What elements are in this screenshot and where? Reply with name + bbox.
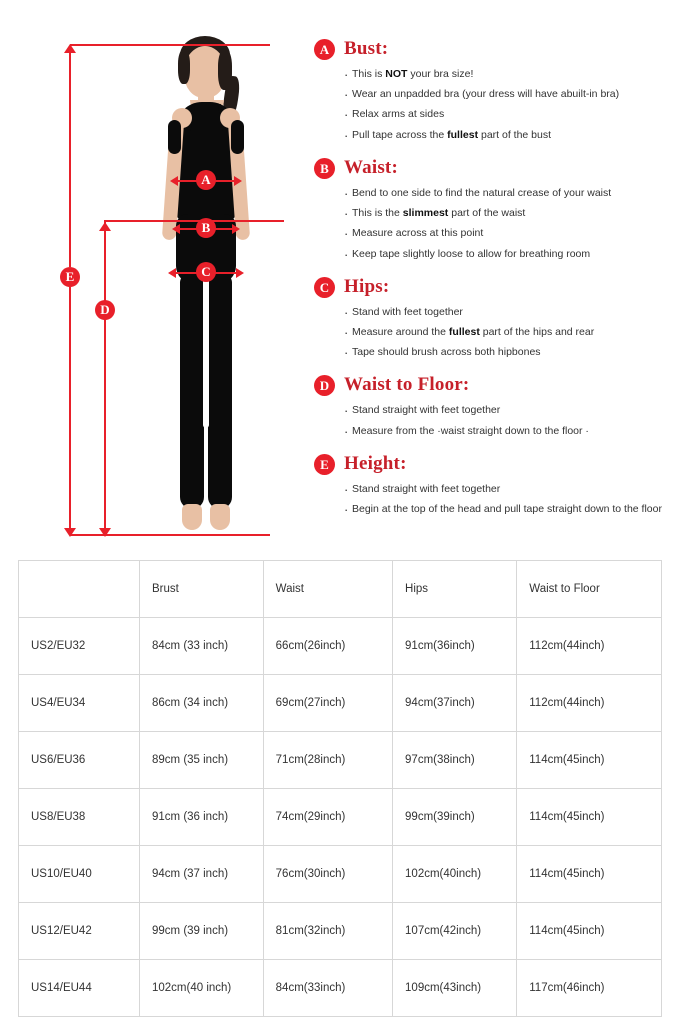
table-cell-bust: 102cm(40 inch) [140, 960, 264, 1017]
badge-C: C [196, 262, 216, 282]
table-cell-waist-to-floor: 114cm(45inch) [517, 846, 662, 903]
table-cell-waist: 76cm(30inch) [263, 846, 392, 903]
height-list [344, 482, 666, 517]
leg-left [180, 274, 204, 509]
table-row [19, 675, 662, 732]
list-item: · Pull tape across the fullest part of the bust [344, 128, 666, 143]
table-cell-bust: 86cm (34 inch) [140, 675, 264, 732]
list-item: · Begin at the top of the head and pull tape straight down to the floor [344, 502, 666, 517]
bust-heading: Bust: [344, 38, 389, 59]
table-cell-hips: 102cm(40inch) [393, 846, 517, 903]
table-cell-size: US14/EU44 [19, 960, 140, 1017]
top-reference-line [70, 44, 270, 46]
table-cell-size: US2/EU32 [19, 618, 140, 675]
waist-heading: Waist: [344, 156, 398, 178]
list-item: · Relax arms at sides [344, 107, 666, 122]
leg-gap [203, 278, 209, 428]
foot-left [182, 504, 202, 530]
instruction-block-height [314, 453, 666, 517]
table-cell-waist: 74cm(29inch) [263, 789, 392, 846]
waist-arrow-left [172, 224, 180, 234]
list-item: · Keep tape slightly loose to allow for breathing room [344, 247, 666, 262]
badge-D: D [95, 300, 115, 320]
table-row [19, 789, 662, 846]
badge-B-text: B [314, 158, 335, 179]
table-cell-size: US4/EU34 [19, 675, 140, 732]
waist-arrow-right [232, 224, 240, 234]
table-cell-hips: 97cm(38inch) [393, 732, 517, 789]
height-heading: Height: [344, 452, 407, 474]
table-header-cell: Hips [393, 561, 517, 618]
waist-list [344, 186, 666, 262]
waist-to-floor-heading: Waist to Floor: [344, 374, 470, 396]
table-row [19, 903, 662, 960]
table-header-cell [19, 561, 140, 618]
table-cell-waist: 69cm(27inch) [263, 675, 392, 732]
instruction-block-hips [314, 276, 666, 361]
list-item: · Stand straight with feet together [344, 403, 666, 418]
leg-right [208, 274, 232, 509]
size-table [18, 560, 662, 1017]
measurement-diagram [0, 0, 300, 556]
table-cell-size: US6/EU36 [19, 732, 140, 789]
table-row [19, 732, 662, 789]
table-cell-size: US8/EU38 [19, 789, 140, 846]
table-header-cell: Waist to Floor [517, 561, 662, 618]
table-cell-size: US10/EU40 [19, 846, 140, 903]
table-header-cell: Waist [263, 561, 392, 618]
table-cell-size: US12/EU42 [19, 903, 140, 960]
waist-reference-line [104, 220, 284, 222]
bust-list [344, 67, 666, 143]
table-cell-waist: 71cm(28inch) [263, 732, 392, 789]
list-item: · Stand with feet together [344, 305, 666, 320]
list-item: · Measure around the fullest part of the hips and rear [344, 325, 666, 340]
table-cell-hips: 109cm(43inch) [393, 960, 517, 1017]
arm-right-sleeve [231, 120, 244, 154]
list-item: · Measure from the ·waist straight down to the floor · [344, 424, 666, 439]
table-header-cell: Brust [140, 561, 264, 618]
waist-to-floor-line-D [104, 222, 106, 534]
bust-arrow-left [170, 176, 178, 186]
badge-A-text: A [314, 39, 335, 60]
list-item: · Wear an unpadded bra (your dress will have abuilt-in bra) [344, 87, 666, 102]
table-cell-waist: 84cm(33inch) [263, 960, 392, 1017]
table-cell-bust: 94cm (37 inch) [140, 846, 264, 903]
bust-arrow-right [234, 176, 242, 186]
table-cell-bust: 99cm (39 inch) [140, 903, 264, 960]
badge-E: E [60, 267, 80, 287]
table-cell-waist: 66cm(26inch) [263, 618, 392, 675]
table-cell-bust: 91cm (36 inch) [140, 789, 264, 846]
instructions-column [314, 38, 666, 531]
table-cell-waist-to-floor: 112cm(44inch) [517, 675, 662, 732]
waist-to-floor-list [344, 403, 666, 438]
badge-D-text: D [314, 375, 335, 396]
list-item: · Measure across at this point [344, 226, 666, 241]
hair-left [178, 50, 190, 84]
list-item: · This is NOT your bra size! [344, 67, 666, 82]
table-row [19, 618, 662, 675]
table-cell-hips: 99cm(39inch) [393, 789, 517, 846]
list-item: · Tape should brush across both hipbones [344, 345, 666, 360]
table-row [19, 960, 662, 1017]
list-item: · Bend to one side to find the natural crease of your waist [344, 186, 666, 201]
table-cell-waist: 81cm(32inch) [263, 903, 392, 960]
instruction-block-waist-to-floor [314, 374, 666, 438]
floor-reference-line [70, 534, 270, 536]
table-cell-hips: 107cm(42inch) [393, 903, 517, 960]
badge-E-text: E [314, 454, 335, 475]
height-line-E [69, 48, 71, 534]
list-item: · This is the slimmest part of the waist [344, 206, 666, 221]
arm-left-sleeve [168, 120, 181, 154]
model-illustration [150, 28, 260, 538]
table-cell-waist-to-floor: 114cm(45inch) [517, 732, 662, 789]
badge-A: A [196, 170, 216, 190]
table-cell-bust: 89cm (35 inch) [140, 732, 264, 789]
waist-to-floor-top-arrow [99, 222, 111, 231]
hips-list [344, 305, 666, 361]
hips-heading: Hips: [344, 275, 390, 297]
hips-arrow-left [168, 268, 176, 278]
badge-C-text: C [314, 277, 335, 298]
table-cell-waist-to-floor: 114cm(45inch) [517, 903, 662, 960]
hips-arrow-right [236, 268, 244, 278]
table-header-row [19, 561, 662, 618]
instruction-block-bust [314, 38, 666, 143]
table-cell-hips: 91cm(36inch) [393, 618, 517, 675]
list-item: · Stand straight with feet together [344, 482, 666, 497]
instruction-block-waist [314, 157, 666, 262]
table-cell-waist-to-floor: 117cm(46inch) [517, 960, 662, 1017]
table-cell-bust: 84cm (33 inch) [140, 618, 264, 675]
table-cell-waist-to-floor: 114cm(45inch) [517, 789, 662, 846]
table-cell-hips: 94cm(37inch) [393, 675, 517, 732]
badge-B: B [196, 218, 216, 238]
table-cell-waist-to-floor: 112cm(44inch) [517, 618, 662, 675]
table-row [19, 846, 662, 903]
foot-right [210, 504, 230, 530]
